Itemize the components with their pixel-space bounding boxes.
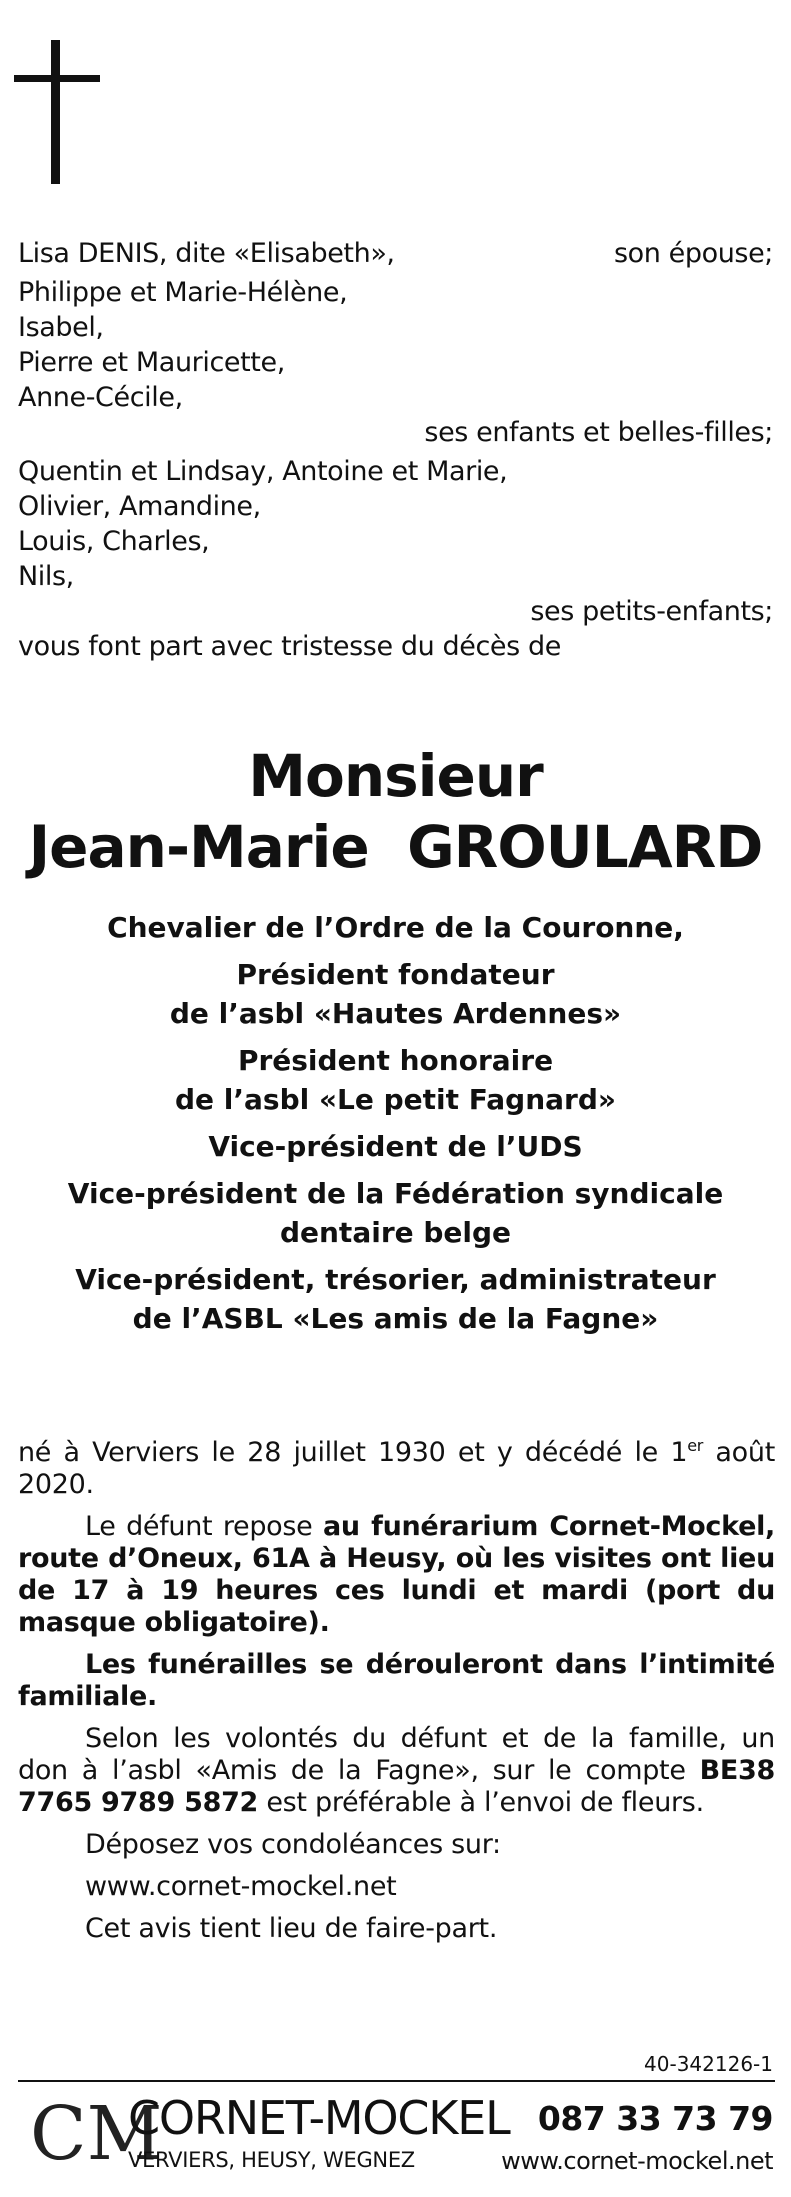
honor-line: Président fondateur: [236, 958, 555, 991]
funeral-paragraph: Les funérailles se dérouleront dans l’intimité familiale.: [18, 1649, 775, 1712]
company-locations: VERVIERS, HEUSY, WEGNEZ: [128, 2148, 415, 2172]
list-item: Anne-Cécile,: [18, 382, 183, 413]
honor-line: Vice-président de la Fédération syndicale: [67, 1177, 724, 1210]
details-section: [18, 1430, 775, 1955]
list-item: Philippe et Marie-Hélène,: [18, 277, 348, 308]
list-item: Louis, Charles,: [18, 526, 210, 557]
list-item: Pierre et Mauricette,: [18, 347, 285, 378]
death-date-text: août 2020.: [18, 1437, 775, 1500]
deceased-block: [0, 742, 791, 1338]
reference-number: 40-342126-1: [644, 2052, 773, 2076]
grandchildren-relation: ses petits-enfants;: [530, 596, 773, 627]
footer-divider: [18, 2080, 775, 2082]
list-item: Isabel,: [18, 312, 104, 343]
ordinal-suffix: er: [687, 1436, 704, 1455]
deceased-title: Monsieur: [248, 742, 543, 810]
company-website[interactable]: www.cornet-mockel.net: [501, 2147, 773, 2175]
grandchildren-list: [18, 454, 773, 594]
announcement-line: vous font part avec tristesse du décès de: [18, 631, 561, 662]
donation-paragraph: [18, 1723, 775, 1819]
honor-line: de l’ASBL «Les amis de la Fagne»: [132, 1302, 659, 1335]
repose-paragraph: [18, 1511, 775, 1639]
list-item: Olivier, Amandine,: [18, 491, 261, 522]
honors-list: [0, 908, 791, 1338]
honor-line: Président honoraire: [237, 1044, 554, 1077]
honor-line: dentaire belge: [279, 1216, 512, 1249]
children-list: [18, 275, 773, 415]
iban: BE38 7765 9789 5872: [18, 1755, 775, 1818]
spouse-relation: son épouse;: [613, 238, 773, 269]
repose-prefix: Le défunt repose: [85, 1511, 323, 1542]
list-item: Quentin et Lindsay, Antoine et Marie,: [18, 456, 508, 487]
honor-line: de l’asbl «Hautes Ardennes»: [169, 997, 622, 1030]
deceased-name: Jean-Marie GROULARD: [28, 813, 763, 881]
honor-line: de l’asbl «Le petit Fagnard»: [175, 1083, 616, 1116]
cross-icon: [14, 40, 106, 184]
spouse-row: [18, 236, 773, 271]
honor-line: Vice-président, trésorier, administrateur: [75, 1263, 716, 1296]
notice-line: Cet avis tient lieu de faire-part.: [85, 1913, 498, 1944]
donation-text-end: est préférable à l’envoi de fleurs.: [258, 1787, 704, 1818]
donation-text: Selon les volontés du défunt et de la famille, un don à l’asbl «Amis de la Fagne», sur le compte: [18, 1723, 775, 1786]
honor-line: Vice-président de l’UDS: [208, 1130, 583, 1163]
birth-death-paragraph: [18, 1430, 775, 1501]
condolences-line: Déposez vos condoléances sur:: [85, 1829, 501, 1860]
company-name: CORNET-MOCKEL: [128, 2091, 510, 2145]
family-section: [18, 236, 773, 664]
list-item: Nils,: [18, 561, 74, 592]
honor-line: Chevalier de l’Ordre de la Couronne,: [107, 911, 684, 944]
website-link[interactable]: www.cornet-mockel.net: [85, 1871, 397, 1902]
repose-location: au funérarium Cornet-Mockel, route d’Oneux, 61A à Heusy, où les visites ont lieu de 17 à 19 heures ces lundi et mardi (port du masque obligatoire).: [18, 1511, 775, 1638]
birth-death-text: né à Verviers le 28 juillet 1930 et y décédé le 1: [18, 1437, 688, 1468]
spouse-name: Lisa DENIS, dite «Elisabeth»,: [18, 238, 395, 269]
company-phone[interactable]: 087 33 73 79: [537, 2099, 773, 2138]
logo-letters: CM: [30, 2091, 163, 2177]
company-logo: [30, 2090, 163, 2180]
children-relation: ses enfants et belles-filles;: [424, 417, 773, 448]
